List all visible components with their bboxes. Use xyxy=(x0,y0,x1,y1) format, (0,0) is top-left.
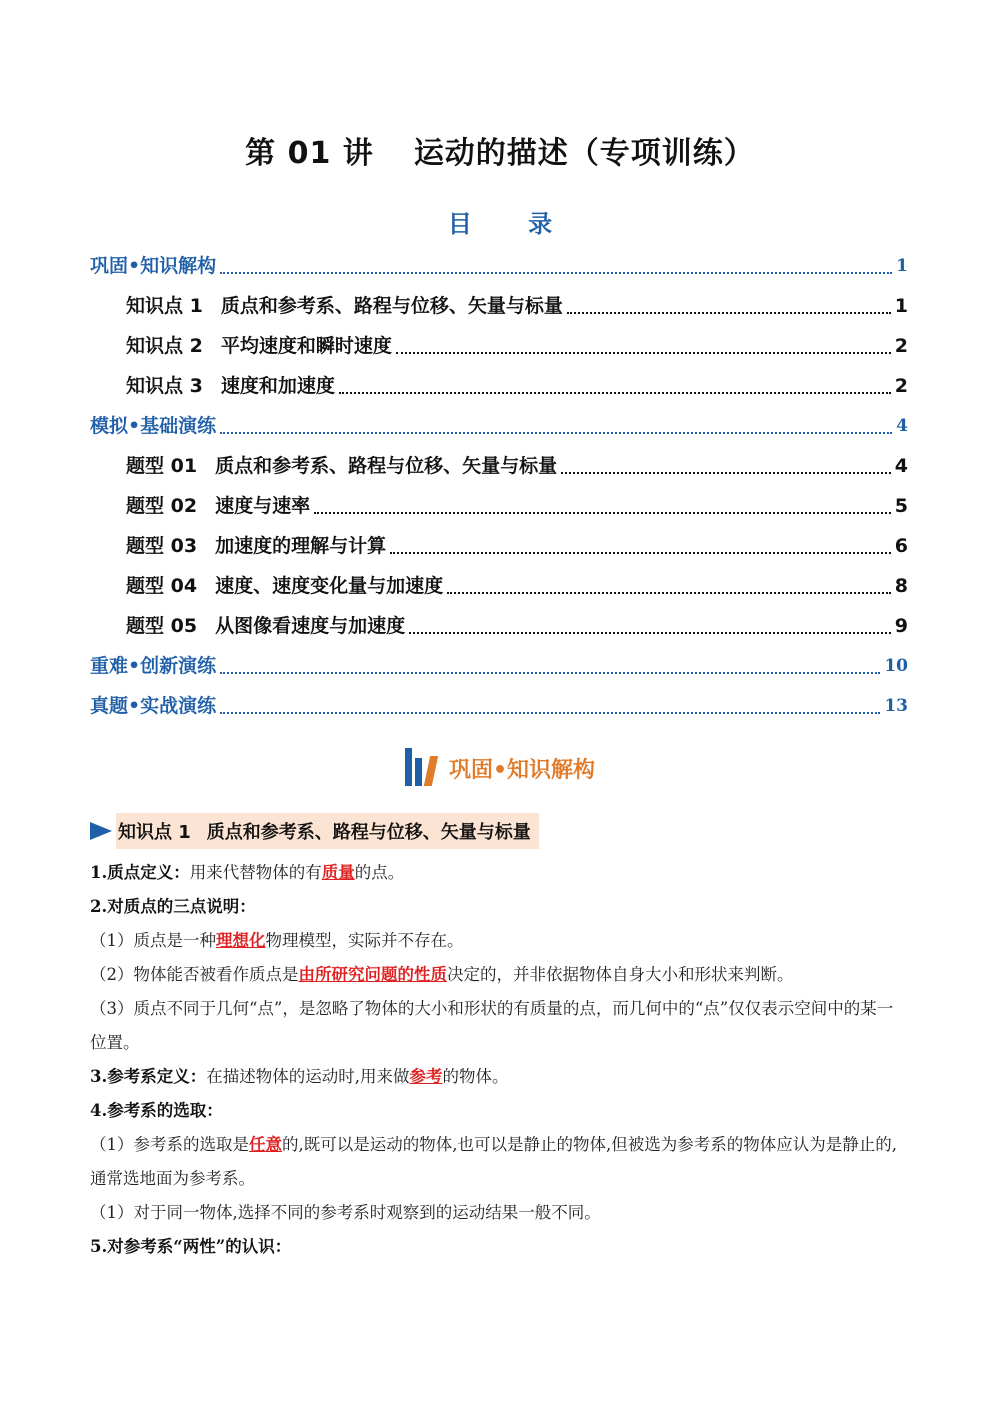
section-banner xyxy=(0,746,1000,786)
highlight-term: 质量 xyxy=(321,863,355,882)
dot-leader xyxy=(567,312,891,314)
toc-section-link[interactable] xyxy=(90,400,908,440)
paragraph: 1.质点定义：用来代替物体的有质量的点。 xyxy=(90,863,405,882)
toc-item-number: 题型 01 xyxy=(126,455,198,477)
toc-item-label: 真题•实战演练 xyxy=(90,695,217,717)
dot-leader xyxy=(220,672,880,674)
highlight-term: 任意 xyxy=(249,1135,282,1154)
toc-page-number: 13 xyxy=(884,696,908,716)
dot-leader xyxy=(390,552,891,554)
highlight-term: 参考 xyxy=(409,1067,443,1086)
toc-page-number: 2 xyxy=(894,375,908,397)
paragraph: 3.参考系定义：在描述物体的运动时,用来做参考的物体。 xyxy=(90,1067,509,1086)
toc-item-label: 平均速度和瞬时速度 xyxy=(220,335,392,357)
highlight-term: 由所研究问题的性质 xyxy=(298,965,447,984)
toc-item-label: 速度、速度变化量与加速度 xyxy=(215,575,444,597)
toc-page-number: 9 xyxy=(894,615,908,637)
dot-leader xyxy=(409,632,891,634)
dot-leader xyxy=(447,592,891,594)
knowledge-point-number: 知识点 1 xyxy=(118,822,191,843)
toc-item-link[interactable] xyxy=(90,440,908,480)
toc-item-number: 题型 03 xyxy=(126,535,198,557)
toc-item-label: 速度和加速度 xyxy=(220,375,335,397)
toc-page-number: 2 xyxy=(894,335,908,357)
toc-item-label: 模拟•基础演练 xyxy=(90,415,217,437)
paragraph: （1）参考系的选取是任意的,既可以是运动的物体,也可以是静止的物体,但被选为参考系的物体应认为是静止的,通常选地面为参考系。 xyxy=(90,1135,897,1188)
arrow-icon xyxy=(90,822,112,840)
toc-page-number: 5 xyxy=(894,495,908,517)
toc-item-label: 质点和参考系、路程与位移、矢量与标量 xyxy=(215,455,558,477)
table-of-contents xyxy=(90,240,908,720)
toc-page-number: 1 xyxy=(896,256,908,276)
dot-leader xyxy=(220,272,892,274)
paragraph: 5.对参考系“两性”的认识： xyxy=(90,1237,292,1256)
toc-item-label: 质点和参考系、路程与位移、矢量与标量 xyxy=(220,295,563,317)
paragraph: 2.对质点的三点说明： xyxy=(90,897,256,916)
highlight-term: 理想化 xyxy=(216,931,266,950)
dot-leader xyxy=(339,392,891,394)
toc-item-link[interactable] xyxy=(90,320,908,360)
toc-page-number: 4 xyxy=(894,455,908,477)
toc-item-number: 题型 05 xyxy=(126,615,198,637)
toc-item-link[interactable] xyxy=(90,280,908,320)
toc-heading: 目 录 xyxy=(447,210,577,238)
knowledge-point-header xyxy=(90,814,539,848)
books-icon xyxy=(405,746,441,786)
lecture-topic: 运动的描述（专项训练） xyxy=(413,136,755,171)
toc-item-number: 知识点 3 xyxy=(126,375,203,397)
toc-item-number: 知识点 1 xyxy=(126,295,203,317)
toc-item-label: 加速度的理解与计算 xyxy=(215,535,387,557)
toc-item-link[interactable] xyxy=(90,520,908,560)
toc-section-link[interactable] xyxy=(90,680,908,720)
lecture-number: 第 01 讲 xyxy=(245,136,374,171)
toc-item-label: 速度与速率 xyxy=(215,495,311,517)
toc-item-number: 知识点 2 xyxy=(126,335,203,357)
toc-page-number: 6 xyxy=(894,535,908,557)
paragraph: （1）质点是一种理想化物理模型，实际并不存在。 xyxy=(90,931,464,950)
toc-page-number: 8 xyxy=(894,575,908,597)
paragraph: （1）对于同一物体,选择不同的参考系时观察到的运动结果一般不同。 xyxy=(90,1203,601,1222)
toc-item-link[interactable] xyxy=(90,480,908,520)
paragraph: （2）物体能否被看作质点是由所研究问题的性质决定的，并非依据物体自身大小和形状来判断。 xyxy=(90,965,794,984)
toc-item-number: 题型 04 xyxy=(126,575,198,597)
dot-leader xyxy=(561,472,891,474)
knowledge-point-label: 质点和参考系、路程与位移、矢量与标量 xyxy=(206,822,531,843)
toc-item-link[interactable] xyxy=(90,560,908,600)
paragraph: （3）质点不同于几何“点”，是忽略了物体的大小和形状的有质量的点，而几何中的“点”仅仅表示空间中的某一位置。 xyxy=(90,999,894,1052)
toc-item-number: 题型 02 xyxy=(126,495,198,517)
toc-item-label: 从图像看速度与加速度 xyxy=(215,615,406,637)
toc-page-number: 4 xyxy=(896,416,908,436)
toc-item-label: 巩固•知识解构 xyxy=(90,255,217,277)
toc-section-link[interactable] xyxy=(90,240,908,280)
paragraph: 4.参考系的选取： xyxy=(90,1101,223,1120)
dot-leader xyxy=(396,352,891,354)
dot-leader xyxy=(220,712,880,714)
dot-leader xyxy=(314,512,891,514)
dot-leader xyxy=(220,432,892,434)
toc-item-label: 重难•创新演练 xyxy=(90,655,217,677)
toc-page-number: 1 xyxy=(894,295,908,317)
content-body xyxy=(90,856,908,1264)
page-title xyxy=(0,128,1000,172)
toc-page-number: 10 xyxy=(884,656,908,676)
toc-item-link[interactable] xyxy=(90,360,908,400)
toc-section-link[interactable] xyxy=(90,640,908,680)
section-title: 巩固•知识解构 xyxy=(448,758,596,783)
toc-item-link[interactable] xyxy=(90,600,908,640)
